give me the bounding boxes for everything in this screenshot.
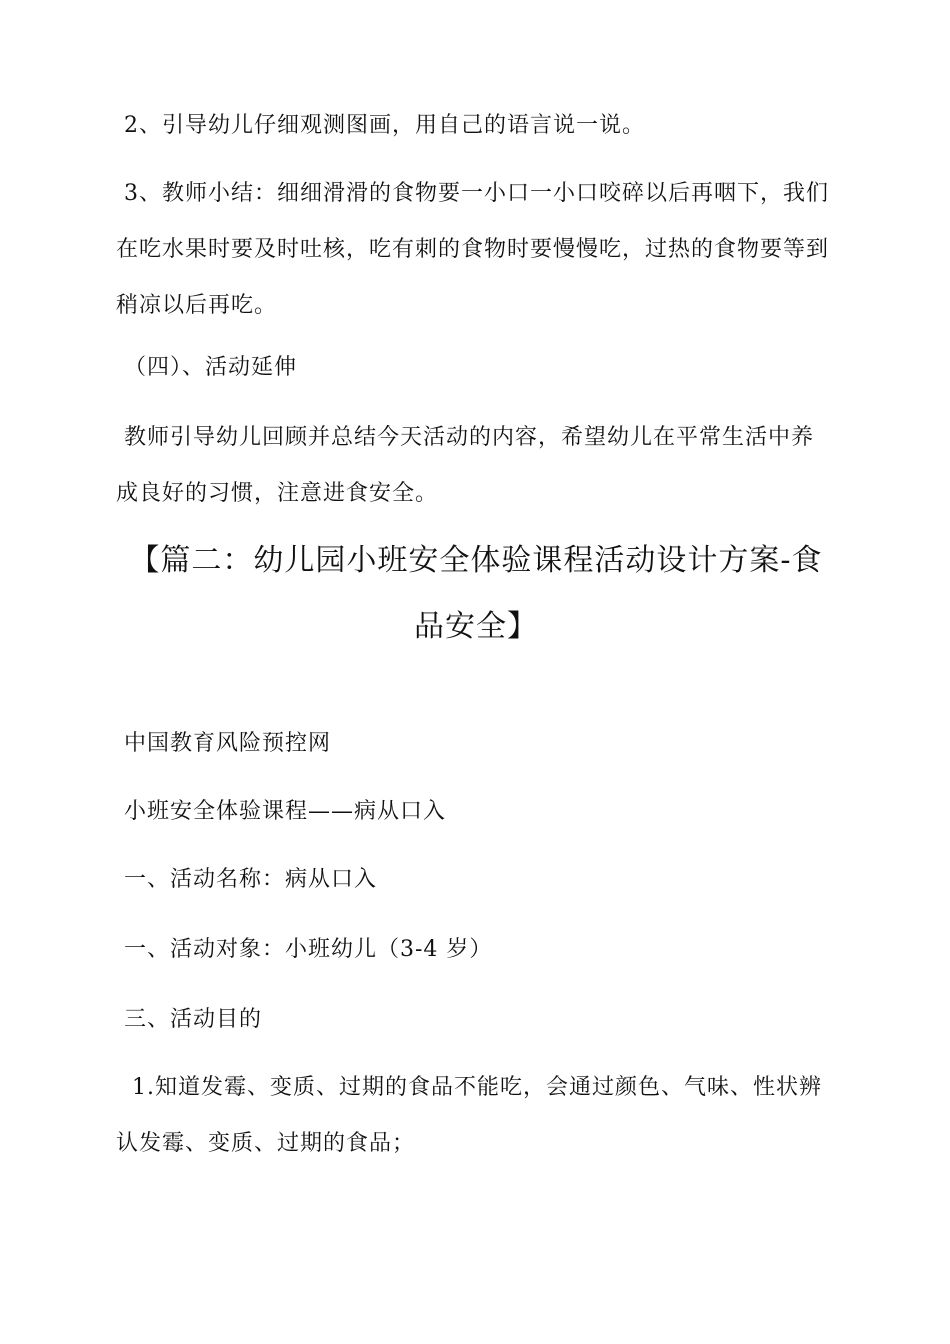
- paragraph-activity-target: 一、活动对象：小班幼儿（3-4 岁）: [116, 937, 493, 962]
- paragraph-teacher-summary: 3、教师小结：细细滑滑的食物要一小口一小口咬碎以后再咽下，我们在吃水果时要及时吐核，吃有刺的食物时要慢慢吃，过热的食物要等到稍凉以后再吃。: [116, 181, 830, 318]
- paragraph-activity-goal-heading: 三、活动目的: [116, 1007, 263, 1032]
- paragraph-step-2: 2、引导幼儿仔细观测图画，用自己的语言说一说。: [116, 113, 645, 138]
- paragraph-activity-extension-body: 教师引导幼儿回顾并总结今天活动的内容，希望幼儿在平常生活中养成良好的习惯，注意进食安全。: [116, 425, 815, 506]
- paragraph-source: 中国教育风险预控网: [116, 731, 332, 756]
- section-title: 【篇二：幼儿园小班安全体验课程活动设计方案-食品安全】: [129, 543, 823, 644]
- paragraph-activity-name: 一、活动名称：病从口入: [116, 867, 378, 892]
- paragraph-activity-extension-heading: （四）、活动延伸: [116, 355, 298, 380]
- paragraph-goal-1: 1.知道发霉、变质、过期的食品不能吃，会通过颜色、气味、性状辨认发霉、变质、过期的食品；: [116, 1075, 822, 1156]
- paragraph-course-title: 小班安全体验课程——病从口入: [116, 799, 447, 824]
